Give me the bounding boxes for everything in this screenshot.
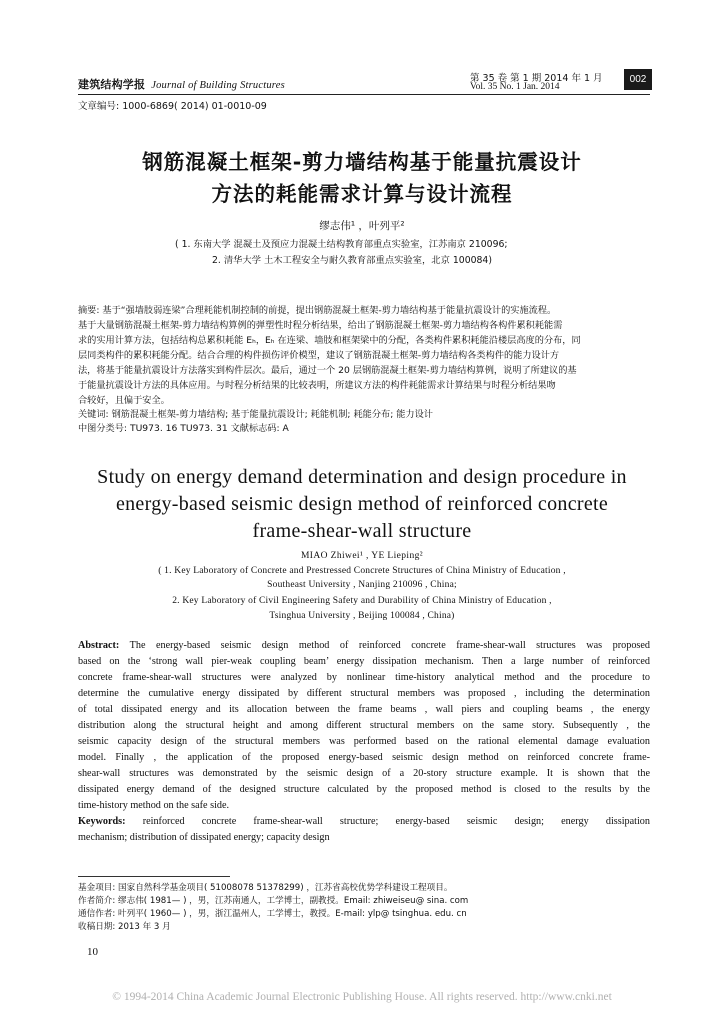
en-authors: MIAO Zhiwei¹ , YE Lieping²	[300, 551, 424, 561]
en-abstract-line: based on the ‘strong wall pier-weak coupling beam’ energy dissipation mechanism. Then a large number of reinforced	[78, 656, 650, 667]
en-keywords-line: mechanism; distribution of dissipated energy; capacity design	[78, 832, 330, 843]
cn-classification: 中图分类号: TU973. 16 TU973. 31 文献标志码: A	[78, 423, 289, 434]
en-abstract-line: distribution along the structural height and among different structural members on the same story. Subsequently , the	[78, 720, 650, 731]
cn-authors: 缪志伟¹ ，叶列平²	[319, 220, 405, 232]
page-number: 10	[87, 946, 98, 958]
cn-affiliation-1: ( 1. 东南大学 混凝土及预应力混凝土结构教育部重点实验室，江苏南京 210096;	[175, 239, 508, 250]
journal-name-en: Journal of Building Structures	[151, 80, 285, 91]
en-abstract-line: concrete frame-shear-wall structures were analyzed by nonlinear time-history analytical method and the procedure to	[78, 672, 650, 683]
cn-abstract-line: 求的实用计算方法，包括结构总累积耗能 Eₕ，Eₕ 在连梁、墙肢和框架梁中的分配，各类构件累积耗能沿楼层高度的分布，同	[78, 335, 581, 346]
cn-abstract-line: 合较好，且偏于安全。	[78, 395, 170, 406]
cn-keywords: 关键词: 钢筋混凝土框架-剪力墙结构; 基于能量抗震设计; 耗能机制; 耗能分布; 能力设计	[78, 409, 433, 420]
en-abstract-line: of total dissipated energy and its allocation between the frame beams , wall piers and coupling beams , the energy	[78, 704, 650, 715]
en-title-line-1: Study on energy demand determination and design procedure in	[97, 466, 627, 488]
footnote-corresponding: 通信作者: 叶列平( 1960— ) ，男，浙江温州人，工学博士，教授。E-mail: ylp@ tsinghua. edu. cn	[78, 909, 467, 919]
abstract-label: Abstract:	[78, 640, 120, 651]
journal-name	[78, 76, 285, 92]
footnote-rule	[78, 876, 230, 877]
footnote-funding: 基金项目: 国家自然科学基金项目( 51008078 51378299) ，江苏省高校优势学科建设工程项目。	[78, 883, 453, 893]
en-abstract-line	[78, 638, 650, 655]
en-abstract-line: shear-wall structures was demonstrated by the seismic design of a 20-story structure example. It is shown that the	[78, 768, 650, 779]
cn-title-line-2: 方法的耗能需求计算与设计流程	[211, 182, 513, 206]
cn-abstract-line: 摘要: 基于“强墙肢弱连梁”合理耗能机制控制的前提，提出钢筋混凝土框架-剪力墙结构基于能量抗震设计的实施流程。	[78, 305, 557, 316]
en-abstract-line: time-history method on the safe side.	[78, 800, 230, 811]
article-badge: 002	[624, 69, 652, 90]
footnote-author: 作者简介: 缪志伟( 1981— ) ，男，江苏南通人，工学博士，副教授。Email: zhiweiseu@ sina. com	[78, 896, 469, 906]
en-affiliation-line: Tsinghua University , Beijing 100084 , China)	[269, 611, 455, 621]
en-title-line-2: energy-based seismic design method of reinforced concrete	[115, 493, 609, 515]
en-keywords-line	[78, 814, 650, 831]
header-rule	[78, 94, 650, 95]
cn-abstract-line: 于能量抗震设计方法的具体应用。与时程分析结果的比较表明，所建议方法的构件耗能需求计算结果与时程分析结果吻	[78, 380, 556, 391]
en-title-line-3: frame-shear-wall structure	[252, 520, 472, 542]
en-abstract-line: seismic capacity design of the structural members was performed based on the rational elemental damage evaluation	[78, 736, 650, 747]
cn-abstract-line: 层同类构件的累积耗能分配。结合合理的构件损伤评价模型，建议了钢筋混凝土框架-剪力墙结构各类构件的能力设计方	[78, 350, 560, 361]
en-abstract-text: The energy-based seismic design method of reinforced concrete frame-shear-wall structures was proposed	[119, 640, 650, 651]
volume-info-en: Vol. 35 No. 1 Jan. 2014	[470, 82, 560, 92]
journal-name-cn: 建筑结构学报	[78, 78, 146, 91]
en-affiliation-line: 2. Key Laboratory of Civil Engineering Safety and Durability of China Ministry of Education ,	[172, 596, 552, 606]
cn-title-line-1: 钢筋混凝土框架-剪力墙结构基于能量抗震设计	[142, 150, 582, 174]
cn-abstract-line: 法，将基于能量抗震设计方法落实到构件层次。最后，通过一个 20 层钢筋混凝土框架-剪力墙结构算例，说明了所建议的基	[78, 365, 577, 376]
volume-info-cn: 第 35 卷 第 1 期 2014 年 1 月	[470, 73, 603, 84]
en-affiliation-line: Southeast University , Nanjing 210096 , China;	[267, 580, 457, 590]
copyright-notice: © 1994-2014 China Academic Journal Electronic Publishing House. All rights reserved. http://www.cnki.net	[112, 991, 612, 1003]
en-abstract-line: dissipated energy demand of the designed structure calculated by the proposed method is closed to the results by the	[78, 784, 650, 795]
en-abstract-line: determine the cumulative energy dissipated by different structural members was proposed , including the determination	[78, 688, 650, 699]
keywords-label: Keywords:	[78, 816, 126, 827]
cn-abstract-line: 基于大量钢筋混凝土框架-剪力墙结构算例的弹塑性时程分析结果，给出了钢筋混凝土框架-剪力墙结构各构件累积耗能需	[78, 320, 563, 331]
footnote-received: 收稿日期: 2013 年 3 月	[78, 922, 171, 932]
en-affiliation-line: ( 1. Key Laboratory of Concrete and Prestressed Concrete Structures of China Ministry of Education ,	[158, 566, 566, 576]
article-number: 文章编号: 1000-6869( 2014) 01-0010-09	[78, 101, 267, 112]
en-abstract-line: model. Finally , the application of the proposed energy-based seismic design method on reinforced concrete frame-	[78, 752, 650, 763]
cn-affiliation-2: 2. 清华大学 土木工程安全与耐久教育部重点实验室，北京 100084)	[212, 255, 492, 266]
en-keywords-text: reinforced concrete frame-shear-wall structure; energy-based seismic design; energy dissipation	[125, 816, 650, 827]
